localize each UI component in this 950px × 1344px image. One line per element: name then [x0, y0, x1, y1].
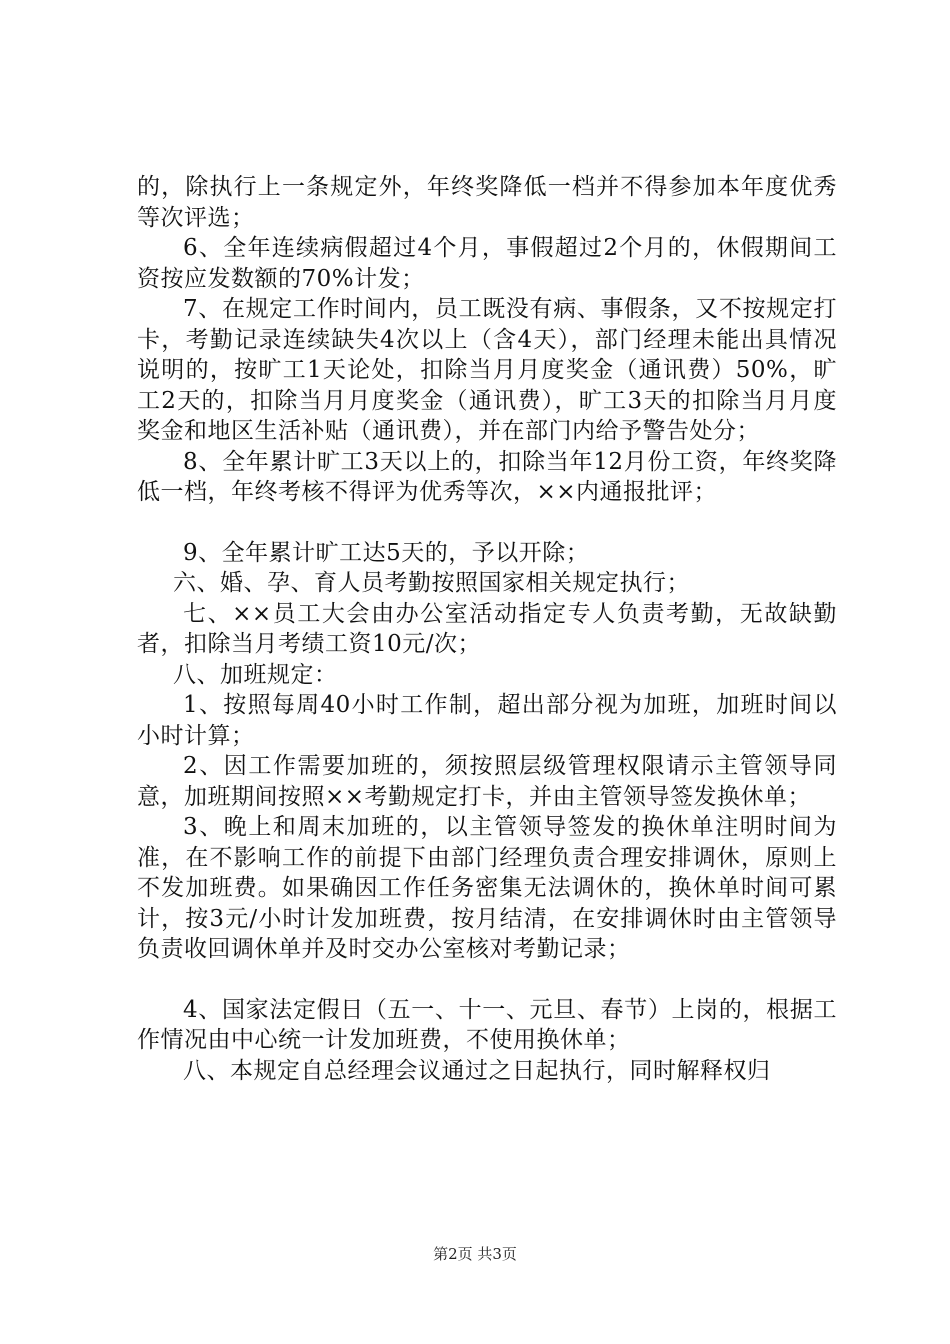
document-body [137, 172, 837, 1086]
paragraph-overtime-1: 1、按照每周40小时工作制，超出部分视为加班，加班时间以小时计算； [137, 692, 837, 749]
paragraph-overtime-4: 4、国家法定假日（五一、十一、元旦、春节）上岗的，根据工作情况由中心统一计发加班费，不使用换休单； [137, 996, 837, 1053]
paragraph-section-6: 六、婚、孕、育人员考勤按照国家相关规定执行； [173, 570, 690, 596]
paragraph-section-7: 七、××员工大会由办公室活动指定专人负责考勤，无故缺勤者，扣除当月考绩工资10元/次； [137, 600, 837, 657]
page-number-footer: 第2页 共3页 [433, 1245, 517, 1263]
paragraph-item-8: 8、全年累计旷工3天以上的，扣除当年12月份工资，年终奖降低一档，年终考核不得评为优秀等次，××内通报批评； [137, 448, 837, 505]
paragraph-item-9: 9、全年累计旷工达5天的，予以开除； [183, 539, 590, 566]
paragraph-overtime-2: 2、因工作需要加班的，须按照层级管理权限请示主管领导同意，加班期间按照××考勤规定打卡，并由主管领导签发换休单； [137, 753, 837, 810]
paragraph-item-7: 7、在规定工作时间内，员工既没有病、事假条，又不按规定打卡，考勤记录连续缺失4次以上（含4天），部门经理未能出具情况说明的，按旷工1天论处，扣除当月月度奖金（通讯费）50%，旷工2天的，扣除当月月度奖金（通讯费），旷工3天的扣除当月月度奖金和地区生活补贴（通讯费），并在部门内给予警告处分； [137, 296, 837, 444]
paragraph-overtime-3: 3、晚上和周末加班的，以主管领导签发的换休单注明时间为准，在不影响工作的前提下由部门经理负责合理安排调休，原则上不发加班费。如果确因工作任务密集无法调休的，换休单时间可累计，按3元/小时计发加班费，按月结清，在安排调休时由主管领导负责收回调休单并及时交办公室核对考勤记录； [137, 814, 837, 962]
paragraph-section-8-effective: 八、本规定自总经理会议通过之日起执行，同时解释权归 [183, 1057, 771, 1084]
paragraph-section-8-heading: 八、加班规定： [173, 661, 338, 688]
paragraph-item-6: 6、全年连续病假超过4个月，事假超过2个月的，休假期间工资按应发数额的70%计发； [137, 235, 837, 292]
paragraph-continuation: 的，除执行上一条规定外，年终奖降低一档并不得参加本年度优秀等次评选； [137, 174, 837, 231]
